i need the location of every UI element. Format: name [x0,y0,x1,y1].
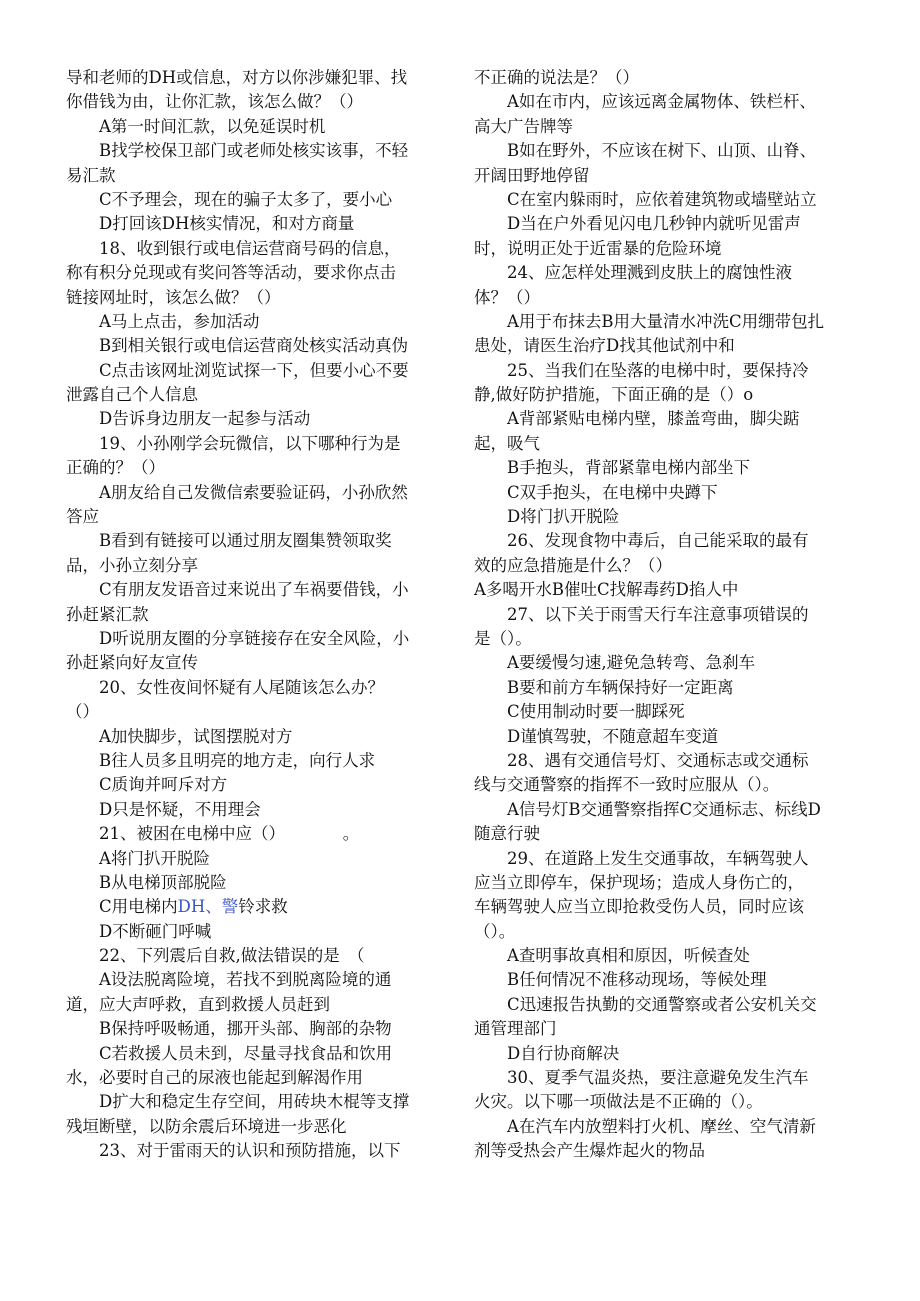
text-line: C迅速报告执勤的交通警察或者公安机关交 [507,994,817,1014]
text-line: 导和老师的DH或信息，对方以你涉嫌犯罪、找 [66,68,408,87]
text-line: D不断砸门呼喊 [99,921,212,941]
text-line: C质询并呵斥对方 [99,775,228,795]
text-line: D将门扒开脱险 [507,507,620,527]
text-line: C不予理会，现在的骗子太多了，要小心 [99,189,393,209]
text-line: A将门扒开脱险 [99,848,210,868]
text-line: B手抱头，背部紧靠电梯内部坐下 [507,458,751,478]
text-line: A设法脱离险境，若找不到脱离险境的通 [99,970,392,990]
text-line: D听说朋友圈的分享链接存在安全风险，小 [99,628,410,648]
text-line: B任何情况不准移动现场，等候处理 [507,970,767,990]
text-line: 是（）。 [474,628,532,648]
text-line: A马上点击，参加活动 [99,311,260,331]
text-line: A在汽车内放塑料打火机、摩丝、空气清新 [507,1116,816,1136]
text-segment: C用电梯内 [99,897,178,917]
text-line: 时，说明正处于近雷暴的危险环境 [474,238,722,258]
text-line: 随意行驶 [474,824,540,844]
text-line: 品，小孙立刻分享 [66,555,198,575]
text-line: D只是怀疑，不用理会 [99,799,261,819]
text-line: C若救援人员未到，尽量寻找食品和饮用 [99,1043,393,1063]
text-line: 车辆驾驶人应当立即抢救受伤人员，同时应该 [474,897,804,917]
text-line: B保持呼吸畅通，挪开头部、胸部的杂物 [99,1019,392,1039]
text-line: D当在户外看见闪电几秒钟内就听见雷声 [507,214,801,234]
text-line: A多喝开水B催吐C找解毒药D掐人中 [474,580,739,600]
text-line: B如在野外，不应该在树下、山顶、山脊、 [507,141,817,161]
text-line: 链接网址时，该怎么做？（） [66,287,281,307]
text-line: A朋友给自己发微信索要验证码，小孙欣然 [99,482,408,502]
text-line: 你借钱为由，让你汇款，该怎么做？（） [66,92,363,112]
text-line: D扩大和稳定生存空间，用砖块木棍等支撑 [99,1092,410,1112]
text-line: 30、夏季气温炎热，要注意避免发生汽车 [507,1068,809,1088]
text-line [66,895,454,919]
text-line: C使用制动时要一脚踩死 [507,702,685,722]
text-line: 19、小孙刚学会玩微信，以下哪种行为是 [99,433,401,453]
text-line: 开阔田野地停留 [474,165,590,185]
text-line: B到相关银行或电信运营商处核实活动真伪 [99,336,409,356]
text-line: 正确的？（） [66,458,165,478]
text-line: 29、在道路上发生交通事故，车辆驾驶人 [507,848,809,868]
text-line: 18、收到银行或电信运营商号码的信息， [99,238,401,258]
text-line: B找学校保卫部门或老师处核实该事，不轻 [99,141,409,161]
text-line: 不正确的说法是？（） [474,68,639,87]
text-line: 患处，请医生治疗D找其他试剂中和 [474,336,735,356]
text-line: 效的应急措施是什么？（） [474,555,672,575]
text-line: 称有积分兑现或有奖问答等活动，要求你点击 [66,263,396,283]
text-line: 26、发现食物中毒后，自己能采取的最有 [507,531,809,551]
text-line: 火灾。以下哪一项做法是不正确的（）。 [474,1092,763,1112]
text-line: 20、女性夜间怀疑有人尾随该怎么办？ [99,677,384,697]
text-line: 22、下列震后自救,做法错误的是 （ [99,946,365,966]
text-line: 高大广告牌等 [474,116,573,136]
text-line: B看到有链接可以通过朋友圈集赞领取奖 [99,531,392,551]
text-line: 起，吸气 [474,433,540,453]
text-line: A要缓慢匀速,避免急转弯、急刹车 [507,653,756,673]
text-line: 道，应大声呼救，直到救援人员赶到 [66,994,330,1014]
text-line: A查明事故真相和原因，听候查处 [507,946,750,966]
text-line: 25、当我们在坠落的电梯中时，要保持冷 [507,360,809,380]
text-line: 泄露自己个人信息 [66,385,198,405]
text-line: B从电梯顶部脱险 [99,872,227,892]
text-line: D谨慎驾驶，不随意超车变道 [507,726,719,746]
text-line: B往人员多且明亮的地方走，向行人求 [99,750,376,770]
text-line: B要和前方车辆保持好一定距离 [507,677,734,697]
text-line: 21、被困在电梯中应（） 。 [99,824,360,844]
text-line: C双手抱头，在电梯中央蹲下 [507,482,718,502]
text-line: 水，必要时自己的尿液也能起到解渴作用 [66,1068,363,1088]
text-line: A如在市内，应该远离金属物体、铁栏杆、 [507,92,816,112]
text-line: 答应 [66,507,99,527]
text-line: A信号灯B交通警察指挥C交通标志、标线D [507,799,821,819]
text-line: 线与交通警察的指挥不一致时应服从（）。 [474,775,780,795]
text-line: 静,做好防护措施，下面正确的是（）o [474,385,754,405]
text-line: A背部紧贴电梯内壁，膝盖弯曲，脚尖踮 [507,409,800,429]
text-line: 体？（） [474,287,540,307]
text-line: C有朋友发语音过来说出了车祸要借钱，小 [99,580,409,600]
text-line: 28、遇有交通信号灯、交通标志或交通标 [507,750,809,770]
text-line: D告诉身边朋友一起参与活动 [99,409,311,429]
text-line: 23、对于雷雨天的认识和预防措施，以下 [99,1141,401,1161]
highlighted-text-segment: DH、警 [177,897,239,917]
text-line: A加快脚步，试图摆脱对方 [99,726,293,746]
text-line: C在室内躲雨时，应依着建筑物或墙壁站立 [507,189,817,209]
text-line: 孙赶紧向好友宣传 [66,653,198,673]
text-line: 应当立即停车，保护现场；造成人身伤亡的， [474,872,804,892]
text-line: 24、应怎样处理溅到皮肤上的腐蚀性液 [507,263,792,283]
text-line: C点击该网址浏览试探一下，但要小心不要 [99,360,409,380]
left-column [66,66,454,1164]
text-line: 孙赶紧汇款 [66,604,149,624]
text-line: （） [66,702,99,722]
text-line: 易汇款 [66,165,116,185]
text-segment: 铃求救 [238,897,288,917]
text-line: D自行协商解决 [507,1043,620,1063]
right-column [474,66,862,1164]
text-line: 剂等受热会产生爆炸起火的物品 [474,1141,705,1161]
text-line: 通管理部门 [474,1019,557,1039]
text-line: A第一时间汇款，以免延误时机 [99,116,326,136]
text-line: 残垣断壁，以防余震后环境进一步恶化 [66,1116,347,1136]
text-line: 27、以下关于雨雪天行车注意事项错误的 [507,604,809,624]
text-line: A用于布抹去B用大量清水冲洗C用绷带包扎 [507,311,825,331]
text-line: （）。 [474,921,516,941]
text-line: D打回该DH核实情况，和对方商量 [99,214,355,234]
